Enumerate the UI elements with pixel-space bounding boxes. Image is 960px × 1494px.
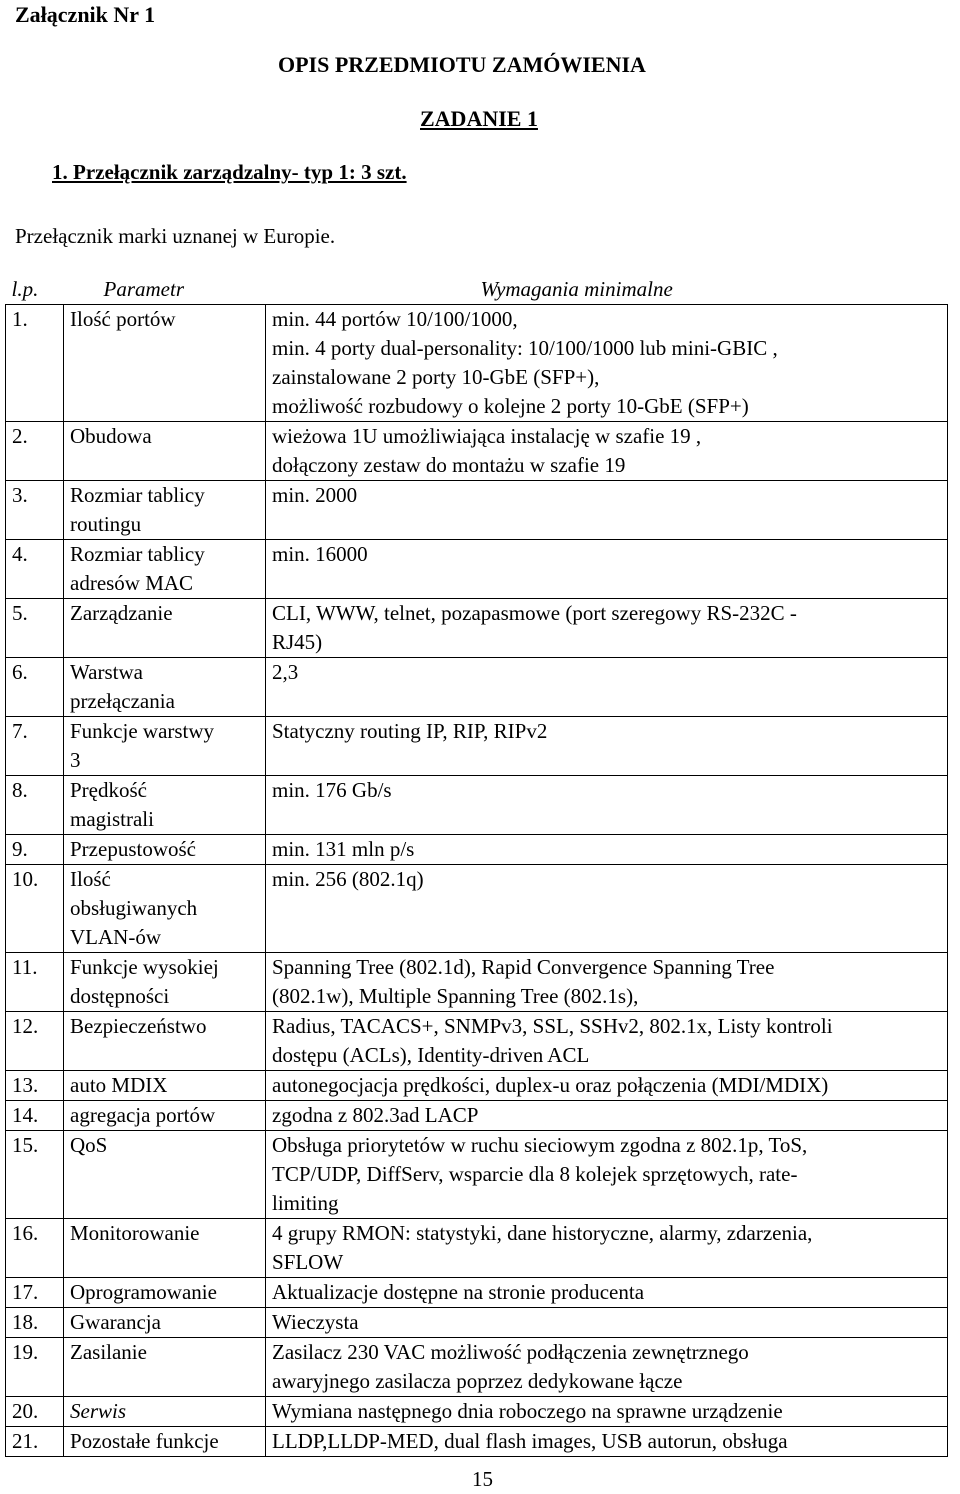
row-number: 14. xyxy=(6,1101,64,1131)
row-number: 11. xyxy=(6,953,64,1012)
table-row xyxy=(6,953,948,1012)
table-row xyxy=(6,540,948,599)
row-number: 5. xyxy=(6,599,64,658)
row-number: 13. xyxy=(6,1071,64,1101)
table-row xyxy=(6,1071,948,1101)
table-row xyxy=(6,835,948,865)
row-number: 2. xyxy=(6,422,64,481)
row-parameter: Bezpieczeństwo xyxy=(64,1012,266,1071)
table-row xyxy=(6,481,948,540)
requirements-table xyxy=(5,275,948,1457)
table-row xyxy=(6,717,948,776)
table-row xyxy=(6,422,948,481)
row-parameter: Rozmiar tablicy adresów MAC xyxy=(64,540,266,599)
header-requirements: Wymagania minimalne xyxy=(480,277,673,301)
row-parameter: Warstwa przełączania xyxy=(64,658,266,717)
row-number: 8. xyxy=(6,776,64,835)
row-parameter: Oprogramowanie xyxy=(64,1278,266,1308)
annex-label: Załącznik Nr 1 xyxy=(15,2,156,27)
row-number: 10. xyxy=(6,865,64,953)
row-requirement: min. 131 mln p/s xyxy=(266,835,948,865)
row-parameter: Przepustowość xyxy=(64,835,266,865)
row-parameter: auto MDIX xyxy=(64,1071,266,1101)
row-requirement: wieżowa 1U umożliwiająca instalację w szafie 19 , dołączony zestaw do montażu w szafie 19 xyxy=(266,422,948,481)
table-row xyxy=(6,776,948,835)
row-requirement: min. 44 portów 10/100/1000, min. 4 porty dual-personality: 10/100/1000 lub mini-GBIC , zainstalowane 2 porty 10-GbE (SFP+), możliwość rozbudowy o kolejne 2 porty 10-GbE (SFP+) xyxy=(266,305,948,422)
item-heading: 1. Przełącznik zarządzalny- typ 1: 3 szt. xyxy=(52,160,407,184)
row-number: 16. xyxy=(6,1219,64,1278)
row-number: 19. xyxy=(6,1338,64,1397)
row-requirement: Aktualizacje dostępne na stronie producenta xyxy=(266,1278,948,1308)
row-requirement: Wymiana następnego dnia roboczego na sprawne urządzenie xyxy=(266,1397,948,1427)
table-row xyxy=(6,1101,948,1131)
row-number: 18. xyxy=(6,1308,64,1338)
row-number: 6. xyxy=(6,658,64,717)
page-number: 15 xyxy=(472,1467,493,1491)
header-parameter: Parametr xyxy=(103,277,184,301)
row-number: 1. xyxy=(6,305,64,422)
row-parameter: Gwarancja xyxy=(64,1308,266,1338)
row-parameter: Serwis xyxy=(64,1397,266,1427)
row-number: 20. xyxy=(6,1397,64,1427)
intro-text: Przełącznik marki uznanej w Europie. xyxy=(15,224,336,248)
table-row xyxy=(6,658,948,717)
row-requirement: 2,3 xyxy=(266,658,948,717)
row-number: 4. xyxy=(6,540,64,599)
table-row xyxy=(6,1131,948,1219)
table-header-row xyxy=(6,275,948,305)
row-number: 15. xyxy=(6,1131,64,1219)
table-row xyxy=(6,1308,948,1338)
row-requirement: min. 256 (802.1q) xyxy=(266,865,948,953)
row-requirement: min. 2000 xyxy=(266,481,948,540)
row-parameter: Pozostałe funkcje xyxy=(64,1427,266,1457)
row-requirement: Zasilacz 230 VAC możliwość podłączenia zewnętrznego awaryjnego zasilacza poprzez dedykowane łącze xyxy=(266,1338,948,1397)
row-number: 3. xyxy=(6,481,64,540)
row-requirement: 4 grupy RMON: statystyki, dane historyczne, alarmy, zdarzenia, SFLOW xyxy=(266,1219,948,1278)
table-row xyxy=(6,1012,948,1071)
row-requirement: Wieczysta xyxy=(266,1308,948,1338)
table-row xyxy=(6,1219,948,1278)
row-number: 12. xyxy=(6,1012,64,1071)
row-requirement: autonegocjacja prędkości, duplex-u oraz połączenia (MDI/MDIX) xyxy=(266,1071,948,1101)
row-parameter: Monitorowanie xyxy=(64,1219,266,1278)
row-parameter: Ilość portów xyxy=(64,305,266,422)
row-requirement: min. 16000 xyxy=(266,540,948,599)
header-lp: l.p. xyxy=(11,277,39,301)
table-row xyxy=(6,1338,948,1397)
table-row xyxy=(6,1278,948,1308)
table-row xyxy=(6,865,948,953)
row-requirement: Radius, TACACS+, SNMPv3, SSL, SSHv2, 802.1x, Listy kontroli dostępu (ACLs), Identity-driven ACL xyxy=(266,1012,948,1071)
table-row xyxy=(6,1397,948,1427)
row-requirement: min. 176 Gb/s xyxy=(266,776,948,835)
row-number: 17. xyxy=(6,1278,64,1308)
row-number: 9. xyxy=(6,835,64,865)
row-requirement: Spanning Tree (802.1d), Rapid Convergence Spanning Tree (802.1w), Multiple Spanning Tree (802.1s), xyxy=(266,953,948,1012)
table-row xyxy=(6,599,948,658)
row-requirement: zgodna z 802.3ad LACP xyxy=(266,1101,948,1131)
row-parameter: QoS xyxy=(64,1131,266,1219)
row-parameter: Rozmiar tablicy routingu xyxy=(64,481,266,540)
table-row xyxy=(6,1427,948,1457)
row-requirement: Obsługa priorytetów w ruchu sieciowym zgodna z 802.1p, ToS, TCP/UDP, DiffServ, wsparcie dla 8 kolejek sprzętowych, rate- limiting xyxy=(266,1131,948,1219)
row-parameter: Ilość obsługiwanych VLAN-ów xyxy=(64,865,266,953)
document-title: OPIS PRZEDMIOTU ZAMÓWIENIA xyxy=(278,52,646,77)
row-parameter: Zasilanie xyxy=(64,1338,266,1397)
row-requirement: Statyczny routing IP, RIP, RIPv2 xyxy=(266,717,948,776)
row-requirement: CLI, WWW, telnet, pozapasmowe (port szeregowy RS-232C - RJ45) xyxy=(266,599,948,658)
row-number: 21. xyxy=(6,1427,64,1457)
row-parameter: agregacja portów xyxy=(64,1101,266,1131)
row-parameter: Funkcje warstwy 3 xyxy=(64,717,266,776)
row-parameter: Prędkość magistrali xyxy=(64,776,266,835)
row-requirement: LLDP,LLDP-MED, dual flash images, USB autorun, obsługa xyxy=(266,1427,948,1457)
row-parameter: Zarządzanie xyxy=(64,599,266,658)
row-parameter: Funkcje wysokiej dostępności xyxy=(64,953,266,1012)
row-number: 7. xyxy=(6,717,64,776)
table-row xyxy=(6,305,948,422)
row-parameter: Obudowa xyxy=(64,422,266,481)
task-heading: ZADANIE 1 xyxy=(420,106,538,131)
